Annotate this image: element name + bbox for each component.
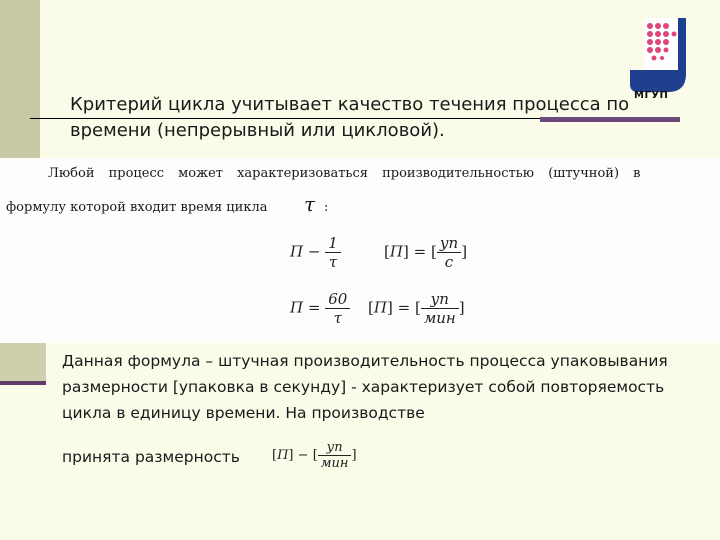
scan-text-line-2: формулу которой входит время цикла bbox=[6, 200, 268, 215]
left-accent-line bbox=[0, 381, 46, 385]
formula-lhs: П bbox=[290, 298, 304, 317]
formula-productivity-1 bbox=[290, 234, 341, 271]
scan-text-line-1: Любой процесс может характеризоваться производительностью (штучной) в bbox=[48, 166, 641, 181]
formula-fraction bbox=[421, 290, 459, 327]
fraction-numerator: 1 bbox=[325, 234, 341, 253]
formula-lhs: П bbox=[290, 242, 304, 261]
bracket-open: [ bbox=[272, 448, 278, 463]
fraction-numerator: уп bbox=[318, 440, 352, 456]
fraction-denominator: с bbox=[444, 253, 454, 271]
formula-dimension-1 bbox=[384, 234, 467, 271]
bracket-close: ] bbox=[461, 242, 468, 261]
tau-symbol: τ bbox=[304, 192, 316, 216]
dimension-symbol: П bbox=[277, 448, 289, 463]
formula-fraction bbox=[325, 234, 341, 271]
scanned-formula-block bbox=[0, 158, 720, 343]
bracket-open: [ bbox=[368, 298, 374, 317]
bracket-open: [ bbox=[312, 448, 318, 463]
formula-eq: = bbox=[307, 298, 321, 317]
formula-eq: − bbox=[297, 448, 309, 463]
fraction-denominator: мин bbox=[423, 309, 456, 327]
bracket-close: ] bbox=[402, 242, 409, 261]
formula-fraction bbox=[318, 440, 352, 471]
formula-eq: − bbox=[307, 242, 321, 261]
bracket-close: ] bbox=[386, 298, 393, 317]
tau-colon: : bbox=[324, 200, 329, 215]
body-paragraph: Данная формула – штучная производительность процесса упаковывания размерности [упаковка в секунду] - характеризует собой повторяемость цикла в единицу времени. На производстве bbox=[62, 352, 668, 422]
dimension-symbol: П bbox=[373, 298, 387, 317]
bracket-close: ] bbox=[458, 298, 465, 317]
formula-dimension-2 bbox=[368, 290, 465, 327]
fraction-numerator: уп bbox=[437, 234, 461, 253]
formula-dimension-3 bbox=[272, 440, 357, 471]
fraction-denominator: мин bbox=[320, 456, 349, 471]
fraction-denominator: τ bbox=[328, 253, 338, 271]
logo-text: МГУП bbox=[634, 90, 669, 101]
formula-eq: = bbox=[413, 242, 427, 261]
left-accent-bar bbox=[0, 0, 40, 158]
bracket-close: ] bbox=[288, 448, 294, 463]
left-accent-bar-lower bbox=[0, 343, 46, 381]
fraction-denominator: τ bbox=[333, 309, 342, 327]
formula-fraction bbox=[325, 290, 350, 327]
slide-title: Критерий цикла учитывает качество течения процесса по времени (непрерывный или цикловой). bbox=[70, 94, 630, 141]
fraction-numerator: 60 bbox=[325, 290, 350, 309]
fraction-numerator: уп bbox=[421, 290, 459, 309]
bracket-close: ] bbox=[351, 448, 357, 463]
bracket-open: [ bbox=[430, 242, 437, 261]
dimension-symbol: П bbox=[389, 242, 403, 261]
formula-eq: = bbox=[397, 298, 411, 317]
formula-fraction bbox=[437, 234, 461, 271]
bracket-open: [ bbox=[384, 242, 390, 261]
formula-productivity-2 bbox=[290, 290, 350, 327]
accepted-dimension-label: принята размерность bbox=[62, 448, 240, 466]
bracket-open: [ bbox=[414, 298, 421, 317]
